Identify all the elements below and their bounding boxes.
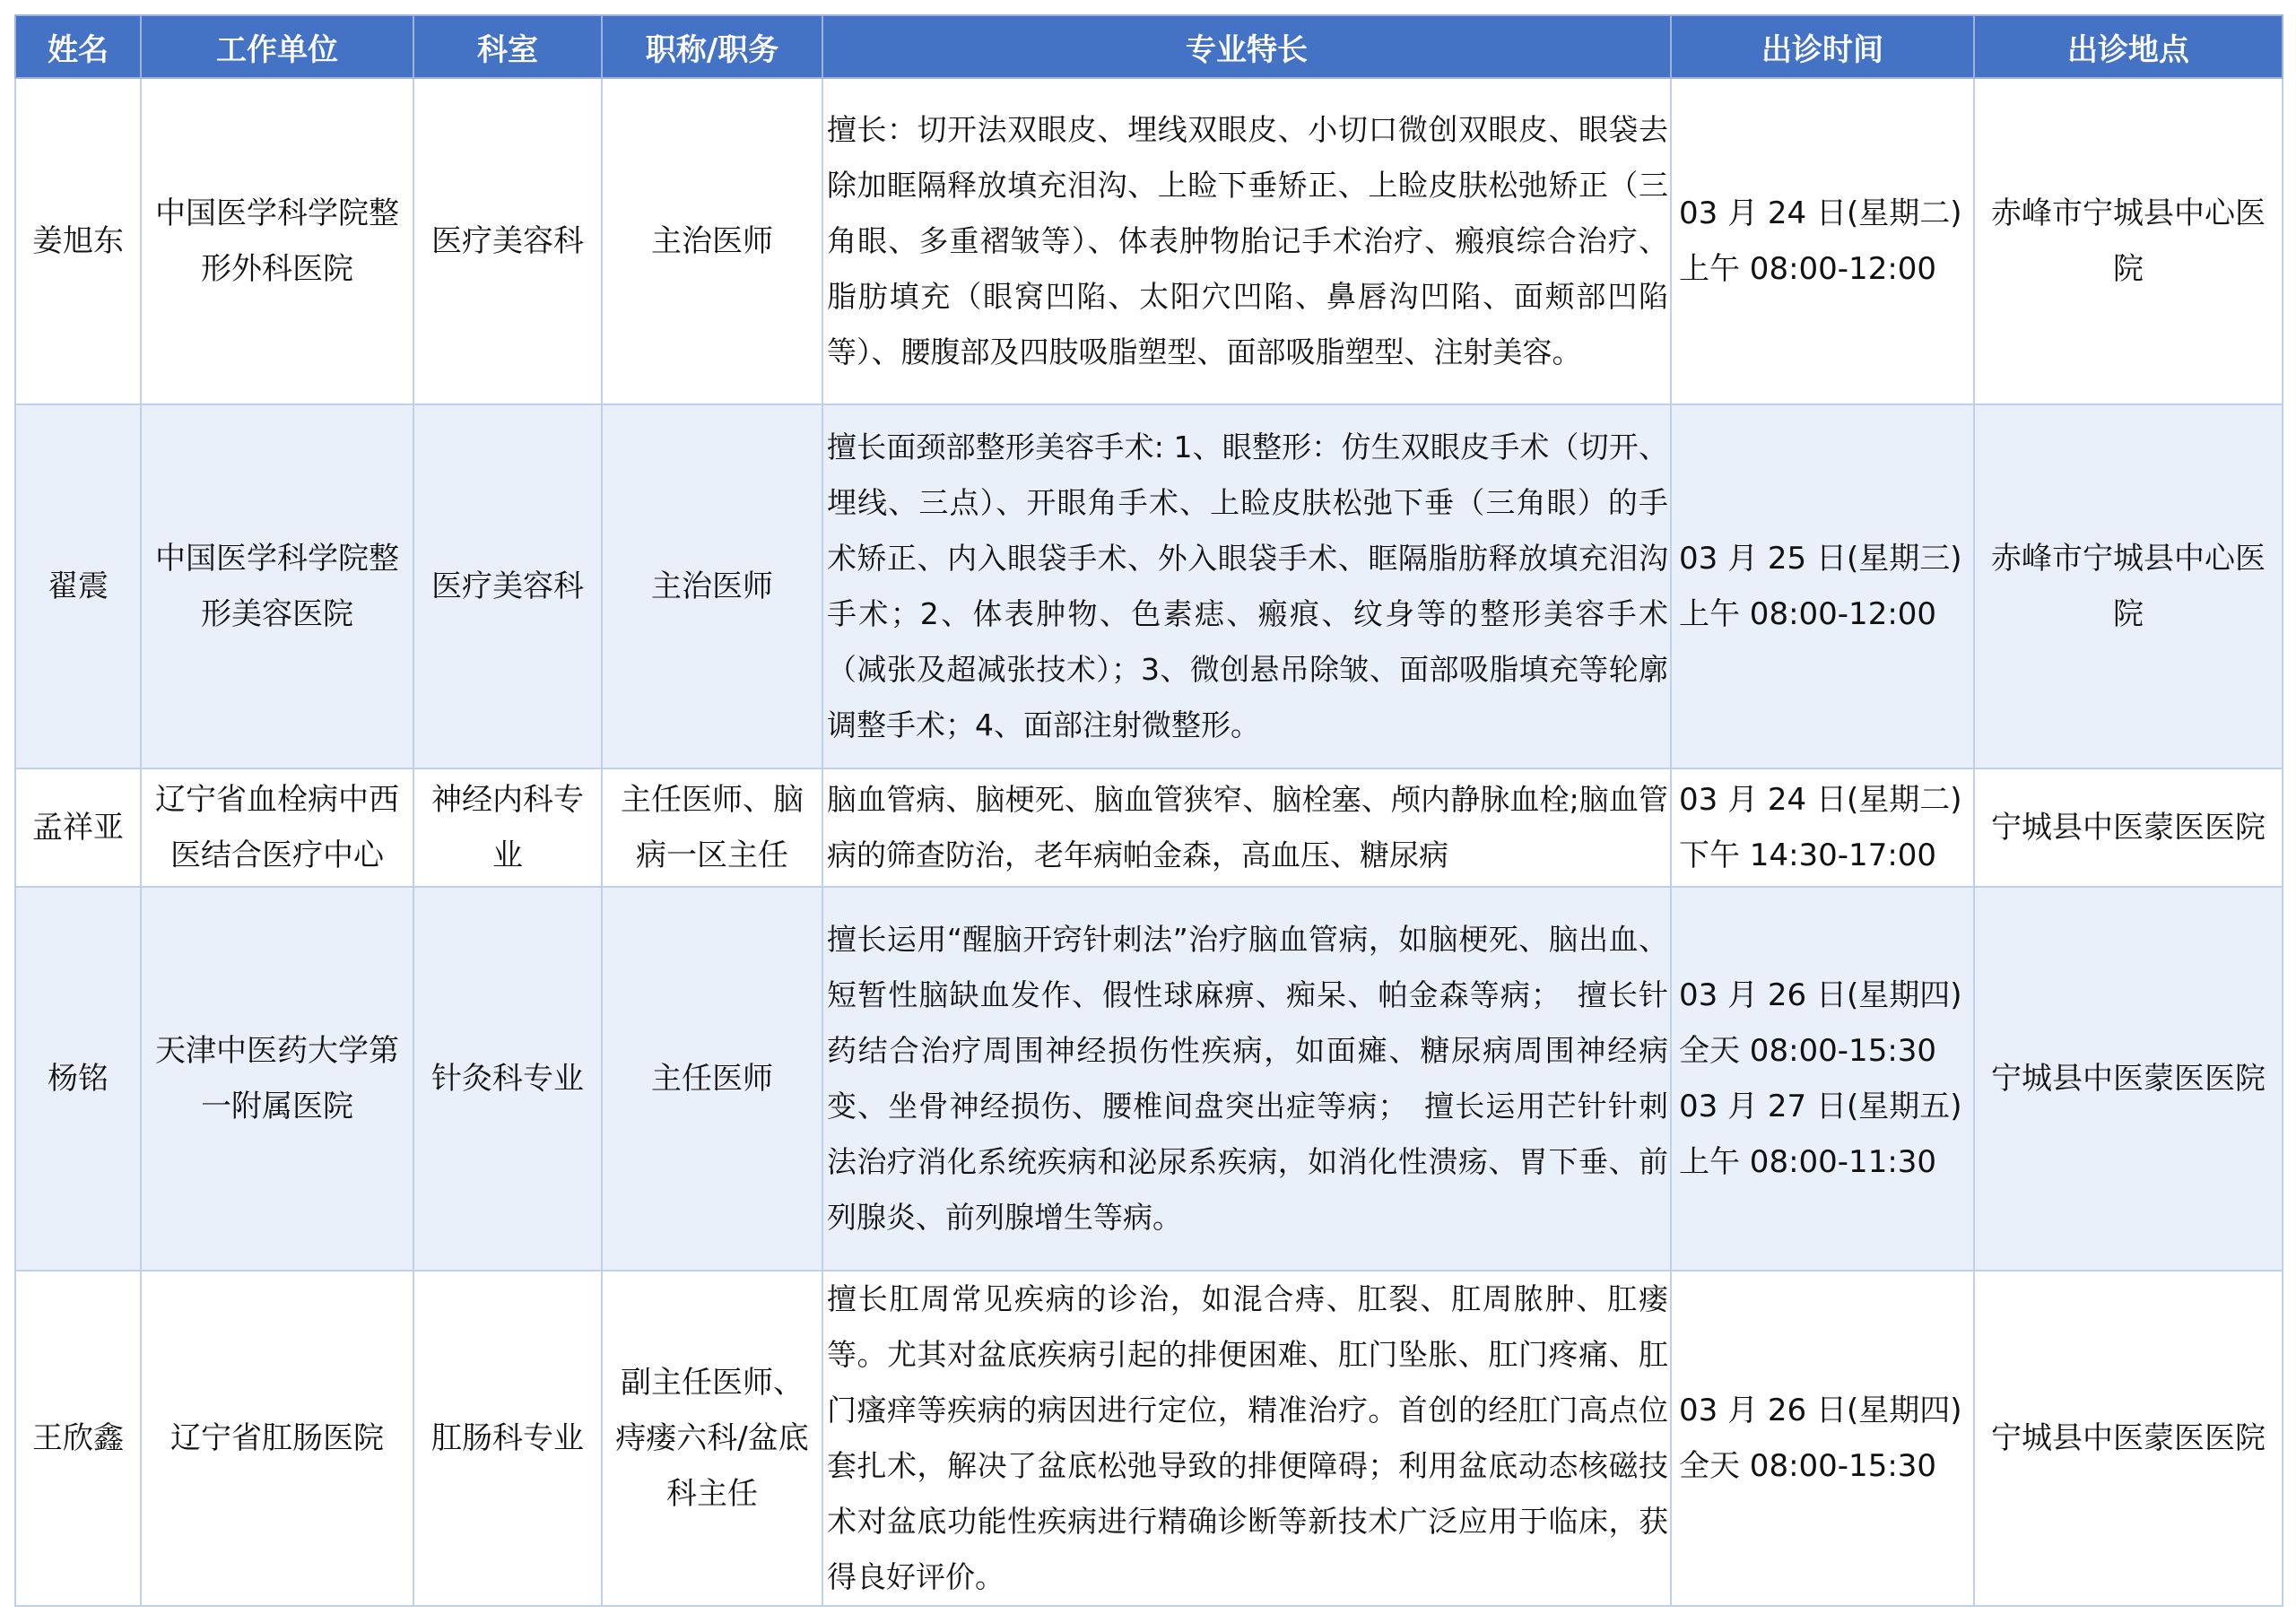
work-unit: 天津中医药大学第一附属医院 bbox=[141, 887, 413, 1271]
clinic-hours: 上午 08:00-12:00 bbox=[1679, 251, 1937, 287]
doctor-name: 翟震 bbox=[15, 404, 141, 768]
clinic-location: 宁城县中医蒙医医院 bbox=[1974, 1271, 2283, 1606]
specialty: 擅长面颈部整形美容手术: 1、眼整形：仿生双眼皮手术（切开、埋线、三点）、开眼角手术、上睑皮肤松弛下垂（三角眼）的手术矫正、内入眼袋手术、外入眼袋手术、眶隔脂肪释放填充泪沟手术；2、体表肿物、色素痣、瘢痕、纹身等的整形美容手术（减张及超减张技术）；3、微创悬吊除皱、面部吸脂填充等轮廓调整手术；4、面部注射微整形。 bbox=[822, 404, 1671, 768]
clinic-date: 03 月 26 日(星期四) bbox=[1679, 1393, 1962, 1428]
job-title: 主任医师、脑病一区主任 bbox=[602, 768, 822, 887]
doctor-name: 杨铭 bbox=[15, 887, 141, 1271]
department: 针灸科专业 bbox=[413, 887, 602, 1271]
table-row bbox=[15, 1271, 2283, 1606]
work-unit: 中国医学科学院整形外科医院 bbox=[141, 78, 413, 404]
clinic-time bbox=[1671, 78, 1974, 404]
work-unit: 辽宁省肛肠医院 bbox=[141, 1271, 413, 1606]
department: 肛肠科专业 bbox=[413, 1271, 602, 1606]
clinic-hours: 上午 08:00-12:00 bbox=[1679, 596, 1937, 632]
work-unit: 辽宁省血栓病中西医结合医疗中心 bbox=[141, 768, 413, 887]
header-row bbox=[15, 15, 2283, 78]
table-row bbox=[15, 887, 2283, 1271]
clinic-time bbox=[1671, 1271, 1974, 1606]
work-unit: 中国医学科学院整形美容医院 bbox=[141, 404, 413, 768]
specialty: 擅长：切开法双眼皮、埋线双眼皮、小切口微创双眼皮、眼袋去除加眶隔释放填充泪沟、上睑下垂矫正、上睑皮肤松弛矫正（三角眼、多重褶皱等）、体表肿物胎记手术治疗、瘢痕综合治疗、脂肪填充（眼窝凹陷、太阳穴凹陷、鼻唇沟凹陷、面颊部凹陷等）、腰腹部及四肢吸脂塑型、面部吸脂塑型、注射美容。 bbox=[822, 78, 1671, 404]
job-title: 主治医师 bbox=[602, 78, 822, 404]
doctor-name: 王欣鑫 bbox=[15, 1271, 141, 1606]
job-title: 主治医师 bbox=[602, 404, 822, 768]
job-title: 副主任医师、痔瘘六科/盆底科主任 bbox=[602, 1271, 822, 1606]
clinic-location: 宁城县中医蒙医医院 bbox=[1974, 887, 2283, 1271]
header-time: 出诊时间 bbox=[1671, 15, 1974, 78]
header-dept: 科室 bbox=[413, 15, 602, 78]
clinic-hours: 下午 14:30-17:00 bbox=[1679, 838, 1937, 873]
clinic-hours: 全天 08:00-15:30 bbox=[1679, 1448, 1937, 1484]
specialty: 擅长运用“醒脑开窍针刺法”治疗脑血管病，如脑梗死、脑出血、短暂性脑缺血发作、假性球麻痹、痴呆、帕金森等病； 擅长针药结合治疗周围神经损伤性疾病，如面瘫、糖尿病周围神经病变、坐骨神经损伤、腰椎间盘突出症等病； 擅长运用芒针针刺法治疗消化系统疾病和泌尿系疾病，如消化性溃疡、胃下垂、前列腺炎、前列腺增生等病。 bbox=[822, 887, 1671, 1271]
header-title: 职称/职务 bbox=[602, 15, 822, 78]
clinic-location: 赤峰市宁城县中心医院 bbox=[1974, 78, 2283, 404]
table-row bbox=[15, 768, 2283, 887]
table-row bbox=[15, 78, 2283, 404]
clinic-date: 03 月 24 日(星期二) bbox=[1679, 195, 1962, 231]
doctor-name: 孟祥亚 bbox=[15, 768, 141, 887]
department: 医疗美容科 bbox=[413, 78, 602, 404]
clinic-date: 03 月 27 日(星期五) bbox=[1679, 1089, 1962, 1124]
header-name: 姓名 bbox=[15, 15, 141, 78]
header-unit: 工作单位 bbox=[141, 15, 413, 78]
clinic-time bbox=[1671, 768, 1974, 887]
clinic-hours: 上午 08:00-11:30 bbox=[1679, 1144, 1937, 1180]
clinic-location: 宁城县中医蒙医医院 bbox=[1974, 768, 2283, 887]
clinic-date: 03 月 26 日(星期四) bbox=[1679, 977, 1962, 1013]
clinic-date: 03 月 24 日(星期二) bbox=[1679, 782, 1962, 818]
clinic-time bbox=[1671, 887, 1974, 1271]
clinic-hours: 全天 08:00-15:30 bbox=[1679, 1033, 1937, 1069]
specialty: 擅长肛周常见疾病的诊治，如混合痔、肛裂、肛周脓肿、肛瘘等。尤其对盆底疾病引起的排便困难、肛门坠胀、肛门疼痛、肛门瘙痒等疾病的病因进行定位，精准治疗。首创的经肛门高点位套扎术，解决了盆底松弛导致的排便障碍；利用盆底动态核磁技术对盆底功能性疾病进行精确诊断等新技术广泛应用于临床，获得良好评价。 bbox=[822, 1271, 1671, 1606]
clinic-location: 赤峰市宁城县中心医院 bbox=[1974, 404, 2283, 768]
department: 医疗美容科 bbox=[413, 404, 602, 768]
department: 神经内科专业 bbox=[413, 768, 602, 887]
clinic-date: 03 月 25 日(星期三) bbox=[1679, 541, 1962, 577]
job-title: 主任医师 bbox=[602, 887, 822, 1271]
header-specialty: 专业特长 bbox=[822, 15, 1671, 78]
doctor-name: 姜旭东 bbox=[15, 78, 141, 404]
specialty: 脑血管病、脑梗死、脑血管狭窄、脑栓塞、颅内静脉血栓;脑血管病的筛查防治，老年病帕金森，高血压、糖尿病 bbox=[822, 768, 1671, 887]
clinic-time bbox=[1671, 404, 1974, 768]
schedule-table bbox=[14, 14, 2283, 1607]
header-location: 出诊地点 bbox=[1974, 15, 2283, 78]
table-row bbox=[15, 404, 2283, 768]
